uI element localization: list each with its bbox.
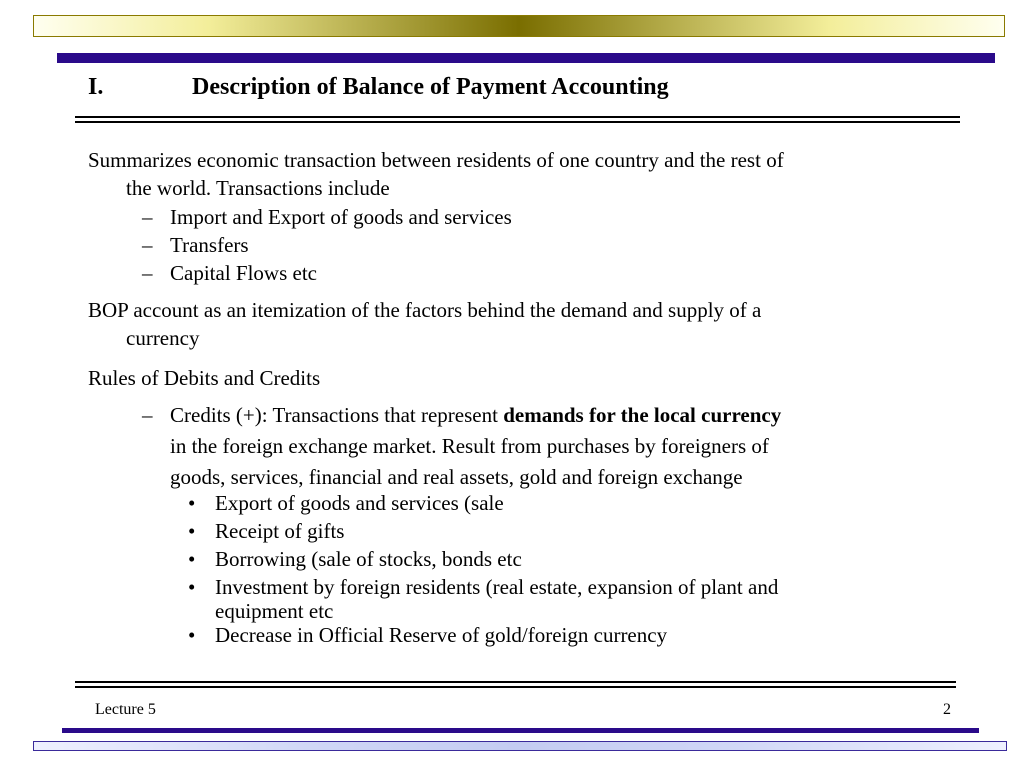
bottom-accent-stripe — [62, 728, 979, 733]
bullet-list-item — [188, 545, 978, 573]
paragraph-line: BOP account as an itemization of the factors behind the demand and supply of a — [88, 298, 762, 322]
dash-item-text: Transfers — [170, 233, 249, 257]
dash-marker: – — [142, 205, 153, 229]
title-number: I. — [88, 74, 104, 100]
top-decorative-bar — [33, 15, 1005, 37]
title-divider — [75, 116, 960, 123]
credits-item — [142, 400, 972, 493]
bullet-text: Borrowing (sale of stocks, bonds etc — [215, 547, 522, 571]
slide-title — [88, 70, 988, 104]
bullet-text: Decrease in Official Reserve of gold/foreign currency — [215, 623, 668, 647]
bullet-list-item — [188, 621, 978, 649]
bullet-marker: • — [188, 575, 196, 599]
dash-list-item — [142, 203, 972, 231]
dash-list-item — [142, 259, 972, 287]
dash-marker: – — [142, 233, 153, 257]
footer-lecture-label: Lecture 5 — [95, 701, 156, 718]
dash-item-text: Capital Flows etc — [170, 261, 317, 285]
credits-lead-text: Credits (+): Transactions that represent — [170, 403, 504, 427]
paragraph-rules — [88, 364, 968, 392]
paragraph-line: Summarizes economic transaction between residents of one country and the rest of — [88, 148, 784, 172]
credits-line: goods, services, financial and real assets, gold and foreign exchange — [170, 465, 743, 489]
bullet-text: Investment by foreign residents (real estate, expansion of plant and — [215, 575, 779, 599]
bullet-marker: • — [188, 547, 196, 571]
paragraph-summary — [88, 146, 968, 202]
bullet-list-item — [188, 489, 978, 517]
bullet-marker: • — [188, 623, 196, 647]
footer-divider — [75, 681, 956, 688]
dash-list-item — [142, 231, 972, 259]
paragraph-bop — [88, 296, 968, 352]
title-text: Description of Balance of Payment Accounting — [192, 74, 669, 100]
credits-line: in the foreign exchange market. Result from purchases by foreigners of — [170, 434, 769, 458]
paragraph-line: the world. Transactions include — [126, 176, 390, 200]
dash-marker: – — [142, 261, 153, 285]
bullet-marker: • — [188, 519, 196, 543]
bullet-list-item — [188, 517, 978, 545]
bullet-text-continued: equipment etc — [215, 599, 334, 623]
bullet-text: Receipt of gifts — [215, 519, 345, 543]
bottom-decorative-bar — [33, 741, 1007, 751]
footer-page-number: 2 — [943, 701, 951, 718]
credits-bold-text: demands for the local currency — [503, 403, 782, 427]
dash-marker: – — [142, 403, 153, 427]
bullet-list-item — [188, 573, 978, 621]
bullet-text: Export of goods and services (sale — [215, 491, 504, 515]
dash-item-text: Import and Export of goods and services — [170, 205, 512, 229]
paragraph-line: Rules of Debits and Credits — [88, 366, 321, 390]
bullet-marker: • — [188, 491, 196, 515]
top-accent-stripe — [57, 53, 995, 63]
paragraph-line: currency — [126, 326, 200, 350]
